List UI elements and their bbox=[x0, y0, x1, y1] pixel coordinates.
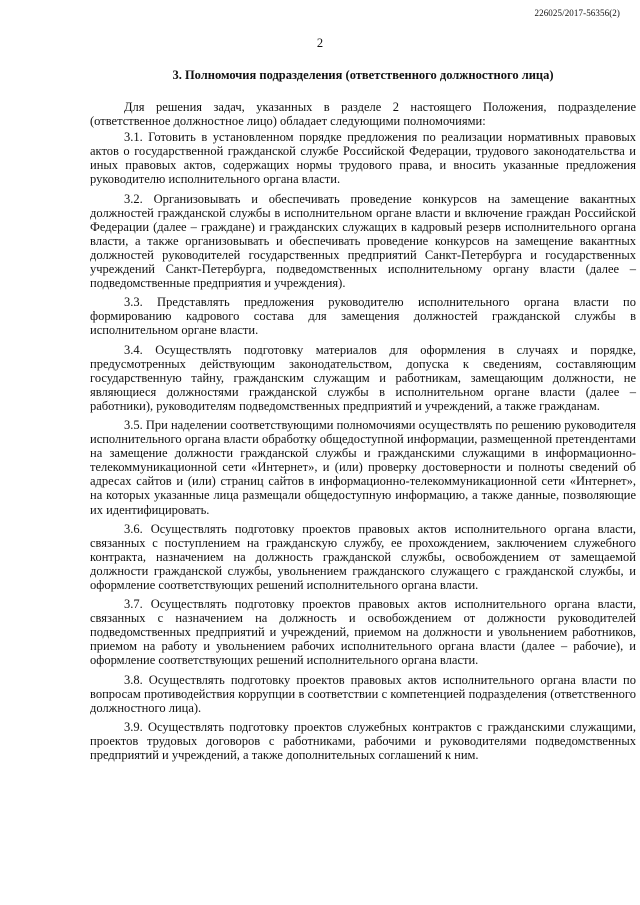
paragraph-3-5: 3.5. При наделении соответствующими полномочиями осуществлять по решению руководителя исполнительного органа власти обработку общедоступной информации, размещенной претендентами на замещение должности гражданской службы и гражданскими служащими в информационно-телекоммуникационной сети «Интернет», и (или) проверку достоверности и полноты сведений об адресах сайтов и (или) страниц сайтов в информационно-телекоммуникационной сети «Интернет», на которых указанные лица размещали общедоступную информацию, а также данные, позволяющие их идентифицировать. bbox=[90, 417, 636, 517]
paragraph-3-1: 3.1. Готовить в установленном порядке предложения по реализации нормативных правовых актов о государственной гражданской службе Российской Федерации, трудового законодательства и иных правовых актов, содержащих нормы трудового права, и вносить указанные предложения руководителю исполнительного органа власти. bbox=[90, 130, 636, 187]
document-body bbox=[90, 100, 636, 767]
paragraph-3-8: 3.8. Осуществлять подготовку проектов правовых актов исполнительного органа власти по вопросам противодействия коррупции в соответствии с компетенцией подразделения (ответственного должностного лица). bbox=[90, 672, 636, 715]
document-id: 226025/2017-56356(2) bbox=[534, 8, 620, 18]
section-title: 3. Полномочия подразделения (ответственного должностного лица) bbox=[172, 68, 554, 82]
paragraph-3-7: 3.7. Осуществлять подготовку проектов правовых актов исполнительного органа власти, связанных с назначением на должность и освобождением от должности руководителей подведомственных предприятий и учреждений, приемом на должности и увольнением работников, приемом на работу и увольнением рабочих исполнительного органа власти (далее – рабочие), и оформление соответствующих решений исполнительного органа власти. bbox=[90, 597, 636, 668]
paragraph-3-9: 3.9. Осуществлять подготовку проектов служебных контрактов с гражданскими служащими, проектов трудовых договоров с работниками, рабочими и руководителями подведомственных предприятий и учреждений, а также дополнительных соглашений к ним. bbox=[90, 719, 636, 763]
paragraph-3-6: 3.6. Осуществлять подготовку проектов правовых актов исполнительного органа власти, связанных с поступлением на гражданскую службу, ее прохождением, заключением служебного контракта, назначением на должность гражданской службы, освобождением от замещаемой должности гражданской службы, увольнением гражданского служащего с гражданской службы, и оформление соответствующих решений исполнительного органа власти. bbox=[90, 521, 636, 592]
intro-paragraph: Для решения задач, указанных в разделе 2 настоящего Положения, подразделение (ответственное должностное лицо) обладает следующими полномочиями: bbox=[90, 100, 636, 129]
page-number: 2 bbox=[316, 36, 324, 50]
paragraph-3-4: 3.4. Осуществлять подготовку материалов для оформления в случаях и порядке, предусмотренных действующим законодательством, допуска к сведениям, составляющим государственную тайну, гражданским служащим и работникам, замещающим должности, не являющиеся должностями гражданской службы в исполнительном органе власти (далее – работники), руководителям подведомственных предприятий и учреждений, а также гражданам. bbox=[90, 342, 636, 413]
paragraph-3-2: 3.2. Организовывать и обеспечивать проведение конкурсов на замещение вакантных должностей гражданской службы в исполнительном органе власти и включение граждан Российской Федерации (далее – граждане) и гражданских служащих в кадровый резерв исполнительного органа власти, а также организовывать и обеспечивать проведение конкурсов на замещение вакантных должностей руководителей государственных предприятий Санкт-Петербурга и государственных учреждений Санкт-Петербурга, подведомственных исполнительному органу власти (далее – подведомственные предприятия и учреждения). bbox=[90, 191, 636, 291]
paragraph-3-3: 3.3. Представлять предложения руководителю исполнительного органа власти по формированию кадрового состава для замещения должностей гражданской службы в исполнительном органе власти. bbox=[90, 295, 636, 338]
